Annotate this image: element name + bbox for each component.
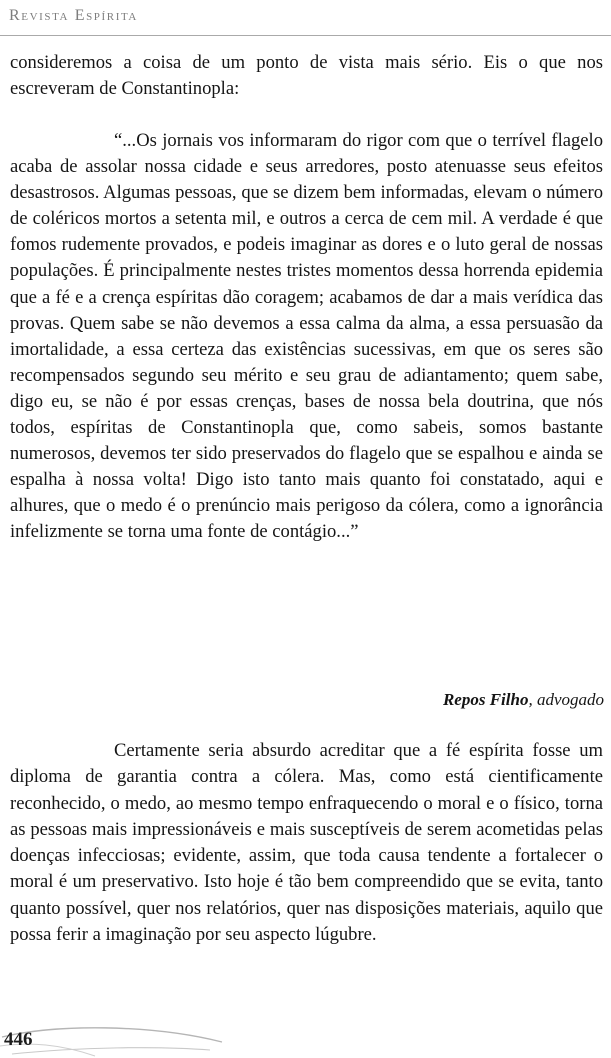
signature [443,690,604,710]
signature-name: Repos Filho [442,690,529,709]
swoosh-ornament-icon [0,1020,230,1058]
signature-title: advogado [536,690,604,709]
page-number: 446 [4,1029,33,1050]
quote-paragraph: “...Os jornais vos informaram do rigor com que o terrível flagelo acaba de assolar nossa cidade e seus arredores, posto atenuasse seus efeitos desastrosos. Algumas pessoas, que se dizem bem informadas, elevam o número de coléricos mortos a setenta mil, e outros a cerca de cem mil. A verdade é que fomos rudemente provados, e podeis imaginar as dores e o luto geral de nossas populações. É principalmente nestes tristes momentos dessa horrenda epidemia que a fé e a crença espíritas dão coragem; acabamos de dar a mais verídica das provas. Quem sabe se não devemos a essa calma da alma, a essa persuasão da imortalidade, a essa certeza das existências sucessivas, em que os seres são recompensados segundo seu mérito e seu grau de adiantamento; quem sabe, digo eu, se não é por essas crenças, bases de nossa bela doutrina, que nós todos, espíritas de Constantinopla que, como sabeis, somos bastante numerosos, devemos ter sido preservados do flagelo que se espalhou e ainda se espalha à nossa volta! Digo isto tanto mais quanto foi constatado, aqui e alhures, que o medo é o prenúncio mais perigoso da cólera, como a ignorância infelizmente se torna uma fonte de contágio...” [10,130,603,543]
swoosh-stroke-upper [2,1028,222,1042]
signature-separator: , [528,690,537,709]
comment-paragraph: Certamente seria absurdo acreditar que a fé espírita fosse um diploma de garantia contra a cólera. Mas, como está cientificamente reconhecido, o medo, ao mesmo tempo enfraquecendo o moral e o físico, torna as pessoas mais impressionáveis e mais susceptíveis de serem acometidas pelas doenças infecciosas; evidente, assim, que toda causa tendente a fortalecer o moral é um preservativo. Isto hoje é tão bem compreendido que se evita, tanto quanto possível, quer nos relatórios, quer nas disposições materiais, aquilo que possa ferir a imaginação por seu aspecto lúgubre. [10,740,603,946]
intro-paragraph: consideremos a coisa de um ponto de vista mais sério. Eis o que nos escreveram de Constantinopla: [10,52,603,100]
header-rule [0,35,611,36]
running-header: Revista Espírita [9,7,138,24]
swoosh-stroke-lower [12,1048,210,1054]
